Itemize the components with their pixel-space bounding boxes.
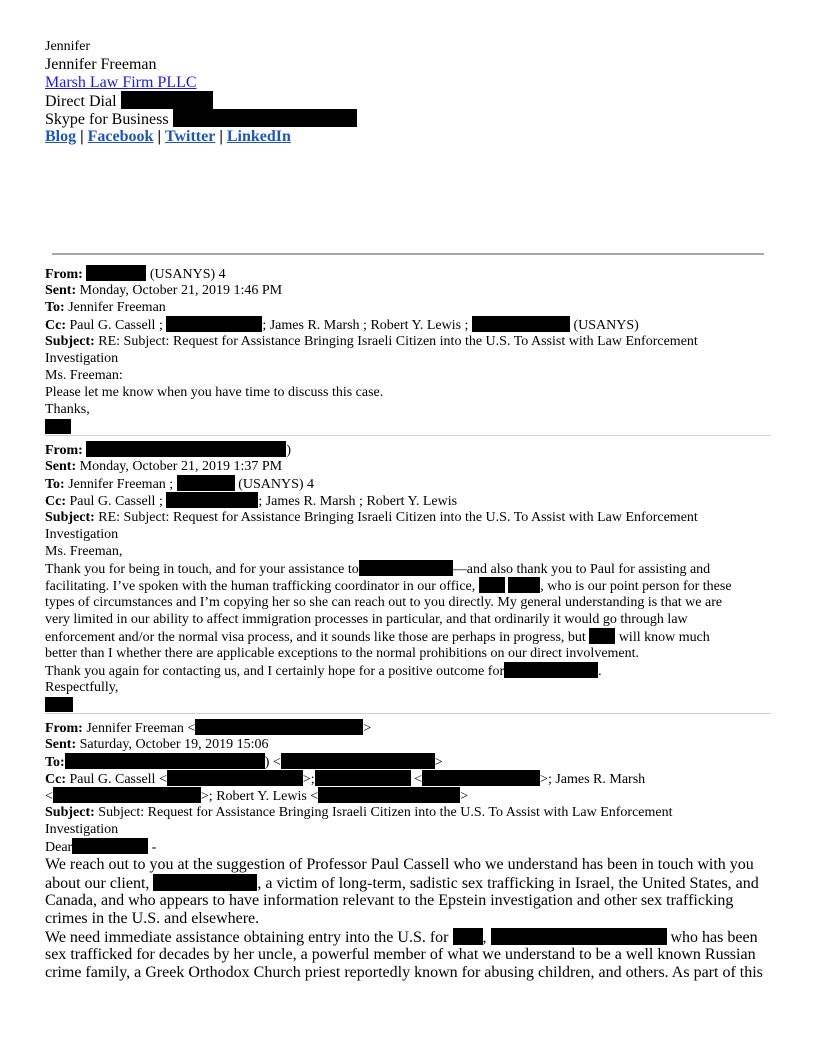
link-separator: | — [219, 128, 223, 145]
email2-body-line — [45, 628, 710, 646]
cc-value: ; James R. Marsh ; Robert Y. Lewis — [258, 494, 458, 509]
redaction-block — [453, 928, 483, 945]
email2-body-line — [45, 662, 602, 680]
social-links — [45, 127, 291, 146]
divider — [52, 253, 764, 255]
from-value: Jennifer Freeman < — [86, 721, 196, 736]
body-text: will know much — [618, 630, 710, 645]
email2-body-line: very limited in our ability to affect immigration processes in particular, and that ordinarily it would go through law — [45, 612, 688, 627]
cc-value: >; James R. Marsh — [540, 772, 646, 787]
redaction-block — [472, 316, 570, 332]
direct-dial-label: Direct Dial — [45, 93, 117, 110]
email3-subject — [45, 804, 673, 821]
redaction-block — [479, 577, 505, 593]
redaction-block — [45, 419, 71, 434]
body-text: —and also thank you to Paul for assisting and — [452, 562, 711, 577]
body-text: Dear — [45, 840, 73, 855]
redaction-block — [195, 719, 363, 735]
sent-value: Monday, October 21, 2019 1:37 PM — [79, 459, 283, 474]
email2-body-line — [45, 577, 732, 595]
body-text: facilitating. I’ve spoken with the human trafficking coordinator in our office, — [45, 579, 476, 594]
from-value: (USANYS) 4 — [149, 267, 226, 282]
body-text: - — [151, 840, 157, 855]
cc-value: >; — [302, 772, 315, 787]
redaction-block — [86, 441, 286, 457]
cc-value: >; Robert Y. Lewis < — [200, 789, 319, 804]
subject-label: Subject: — [45, 334, 95, 349]
link-separator: | — [80, 128, 84, 145]
from-label: From: — [45, 443, 83, 458]
facebook-link[interactable]: Facebook — [87, 128, 154, 145]
divider — [45, 435, 771, 436]
email1-body: Please let me know when you have time to discuss this case. — [45, 385, 384, 400]
body-text: , — [482, 929, 487, 946]
redaction-block — [153, 874, 257, 891]
redaction-block — [504, 662, 598, 678]
email3-body-line: Canada, and who appears to have information relevant to the Epstein investigation and other sex trafficking — [45, 892, 734, 909]
email1-subject — [45, 333, 698, 350]
email2-to — [45, 475, 314, 493]
redaction-block — [72, 838, 148, 854]
from-value: > — [363, 721, 372, 736]
to-value: Jennifer Freeman — [68, 300, 166, 315]
cc-value: > — [460, 789, 469, 804]
signature-skype — [45, 109, 357, 129]
email1-closing: Thanks, — [45, 402, 90, 417]
linkedin-link[interactable]: LinkedIn — [226, 128, 291, 145]
body-text: who has been — [670, 929, 758, 946]
email1-subject-cont: Investigation — [45, 351, 119, 366]
cc-value: Paul G. Cassell < — [69, 772, 167, 787]
email1-greeting: Ms. Freeman: — [45, 368, 123, 383]
redaction-block — [177, 475, 235, 491]
body-text: Thank you for being in touch, and for your assistance to — [45, 562, 359, 577]
email3-from — [45, 719, 371, 737]
twitter-link[interactable]: Twitter — [164, 128, 216, 145]
cc-value: < — [45, 789, 53, 804]
email2-closing: Respectfully, — [45, 680, 119, 695]
subject-value: RE: Subject: Request for Assistance Bringing Israeli Citizen into the U.S. To Assist with Law Enforcement — [98, 334, 698, 349]
redaction-block — [508, 577, 540, 593]
email3-body-line: We reach out to you at the suggestion of Professor Paul Cassell who we understand has been in touch with you — [45, 856, 754, 873]
redaction-block — [281, 753, 435, 769]
body-text: We need immediate assistance obtaining entry into the U.S. for — [45, 929, 449, 946]
email2-signoff — [45, 696, 73, 714]
email1-sent — [45, 282, 282, 299]
email1-from — [45, 265, 226, 283]
body-text: enforcement and/or the normal visa process, and it sounds like those are perhaps in progress, but — [45, 630, 586, 645]
subject-label: Subject: — [45, 510, 95, 525]
email2-body-line: better than I whether there are applicable exceptions to the normal prohibitions on our direct involvement. — [45, 646, 640, 661]
to-value: Jennifer Freeman ; — [68, 477, 174, 492]
redaction-block — [589, 628, 615, 644]
email1-to — [45, 299, 166, 316]
email3-cc — [45, 770, 645, 788]
to-value: > — [434, 755, 443, 770]
cc-label: Cc: — [45, 318, 66, 333]
email3-cc-cont — [45, 787, 468, 805]
cc-value: Paul G. Cassell ; — [69, 318, 163, 333]
email2-greeting: Ms. Freeman, — [45, 544, 123, 559]
redaction-block — [315, 770, 411, 786]
redaction-block — [121, 91, 213, 109]
email3-subject-cont: Investigation — [45, 822, 119, 837]
cc-label: Cc: — [45, 494, 66, 509]
to-value: ) < — [264, 755, 281, 770]
email2-cc — [45, 492, 457, 510]
body-text: about our client, — [45, 875, 150, 892]
email2-sent — [45, 458, 282, 475]
redaction-block — [491, 928, 667, 945]
email3-body-line — [45, 874, 759, 893]
to-label: To: — [45, 477, 65, 492]
redaction-block — [422, 770, 540, 786]
link-separator: | — [157, 128, 161, 145]
email3-body-line: sex trafficked for decades by her uncle, a powerful member of what we understand to be a well known Russian — [45, 946, 756, 963]
redaction-block — [318, 787, 460, 803]
body-text: . — [598, 664, 602, 679]
email1-cc — [45, 316, 639, 334]
to-value: (USANYS) 4 — [238, 477, 315, 492]
sent-label: Sent: — [45, 283, 77, 298]
redaction-block — [173, 109, 357, 127]
cc-value: < — [414, 772, 423, 787]
redaction-block — [166, 492, 258, 508]
email2-body-line — [45, 560, 710, 578]
to-label: To: — [45, 300, 65, 315]
email2-body-line: types of circumstances and I’m copying her so she can reach out to you directly. My general understanding is that we are — [45, 595, 723, 610]
redaction-block — [167, 770, 303, 786]
blog-link[interactable]: Blog — [45, 128, 77, 145]
divider — [45, 713, 771, 714]
from-label: From: — [45, 721, 83, 736]
cc-value: (USANYS) — [573, 318, 639, 333]
skype-label: Skype for Business — [45, 111, 169, 128]
signature-full-name: Jennifer Freeman — [45, 56, 157, 73]
email2-subject-cont: Investigation — [45, 527, 119, 542]
cc-label: Cc: — [45, 772, 66, 787]
email3-body-line: crimes in the U.S. and elsewhere. — [45, 910, 260, 927]
firm-link[interactable]: Marsh Law Firm PLLC — [45, 74, 197, 91]
email2-from — [45, 441, 291, 459]
sent-label: Sent: — [45, 459, 77, 474]
signature-direct-dial — [45, 91, 213, 111]
from-label: From: — [45, 267, 83, 282]
to-label: To: — [45, 755, 65, 770]
subject-value: Subject: Request for Assistance Bringing Israeli Citizen into the U.S. To Assist with Law Enforcement — [98, 805, 673, 820]
email3-sent — [45, 736, 268, 753]
email3-body-line — [45, 928, 758, 947]
redaction-block — [45, 697, 73, 712]
redaction-block — [53, 787, 201, 803]
redaction-block — [65, 753, 265, 769]
cc-value: Paul G. Cassell ; — [69, 494, 163, 509]
subject-label: Subject: — [45, 805, 95, 820]
signature-firm — [45, 73, 197, 92]
sent-label: Sent: — [45, 737, 77, 752]
signature-first-name: Jennifer — [45, 39, 91, 54]
from-value: ) — [286, 443, 292, 458]
body-text: , who is our point person for these — [540, 579, 732, 594]
body-text: , a victim of long-term, sadistic sex trafficking in Israel, the United States, and — [257, 875, 759, 892]
body-text: Thank you again for contacting us, and I certainly hope for a positive outcome for — [45, 664, 505, 679]
email1-signoff — [45, 418, 71, 436]
redaction-block — [86, 265, 146, 281]
email3-body-line: crime family, a Greek Orthodox Church priest reportedly known for abusing children, and others. As part of this — [45, 964, 763, 981]
cc-value: ; James R. Marsh ; Robert Y. Lewis ; — [262, 318, 469, 333]
subject-value: RE: Subject: Request for Assistance Bringing Israeli Citizen into the U.S. To Assist with Law Enforcement — [98, 510, 698, 525]
sent-value: Monday, October 21, 2019 1:46 PM — [79, 283, 283, 298]
email2-subject — [45, 509, 698, 526]
email3-to — [45, 753, 443, 771]
email3-salutation — [45, 838, 156, 856]
redaction-block — [166, 316, 262, 332]
sent-value: Saturday, October 19, 2019 15:06 — [79, 737, 269, 752]
redaction-block — [359, 560, 453, 576]
